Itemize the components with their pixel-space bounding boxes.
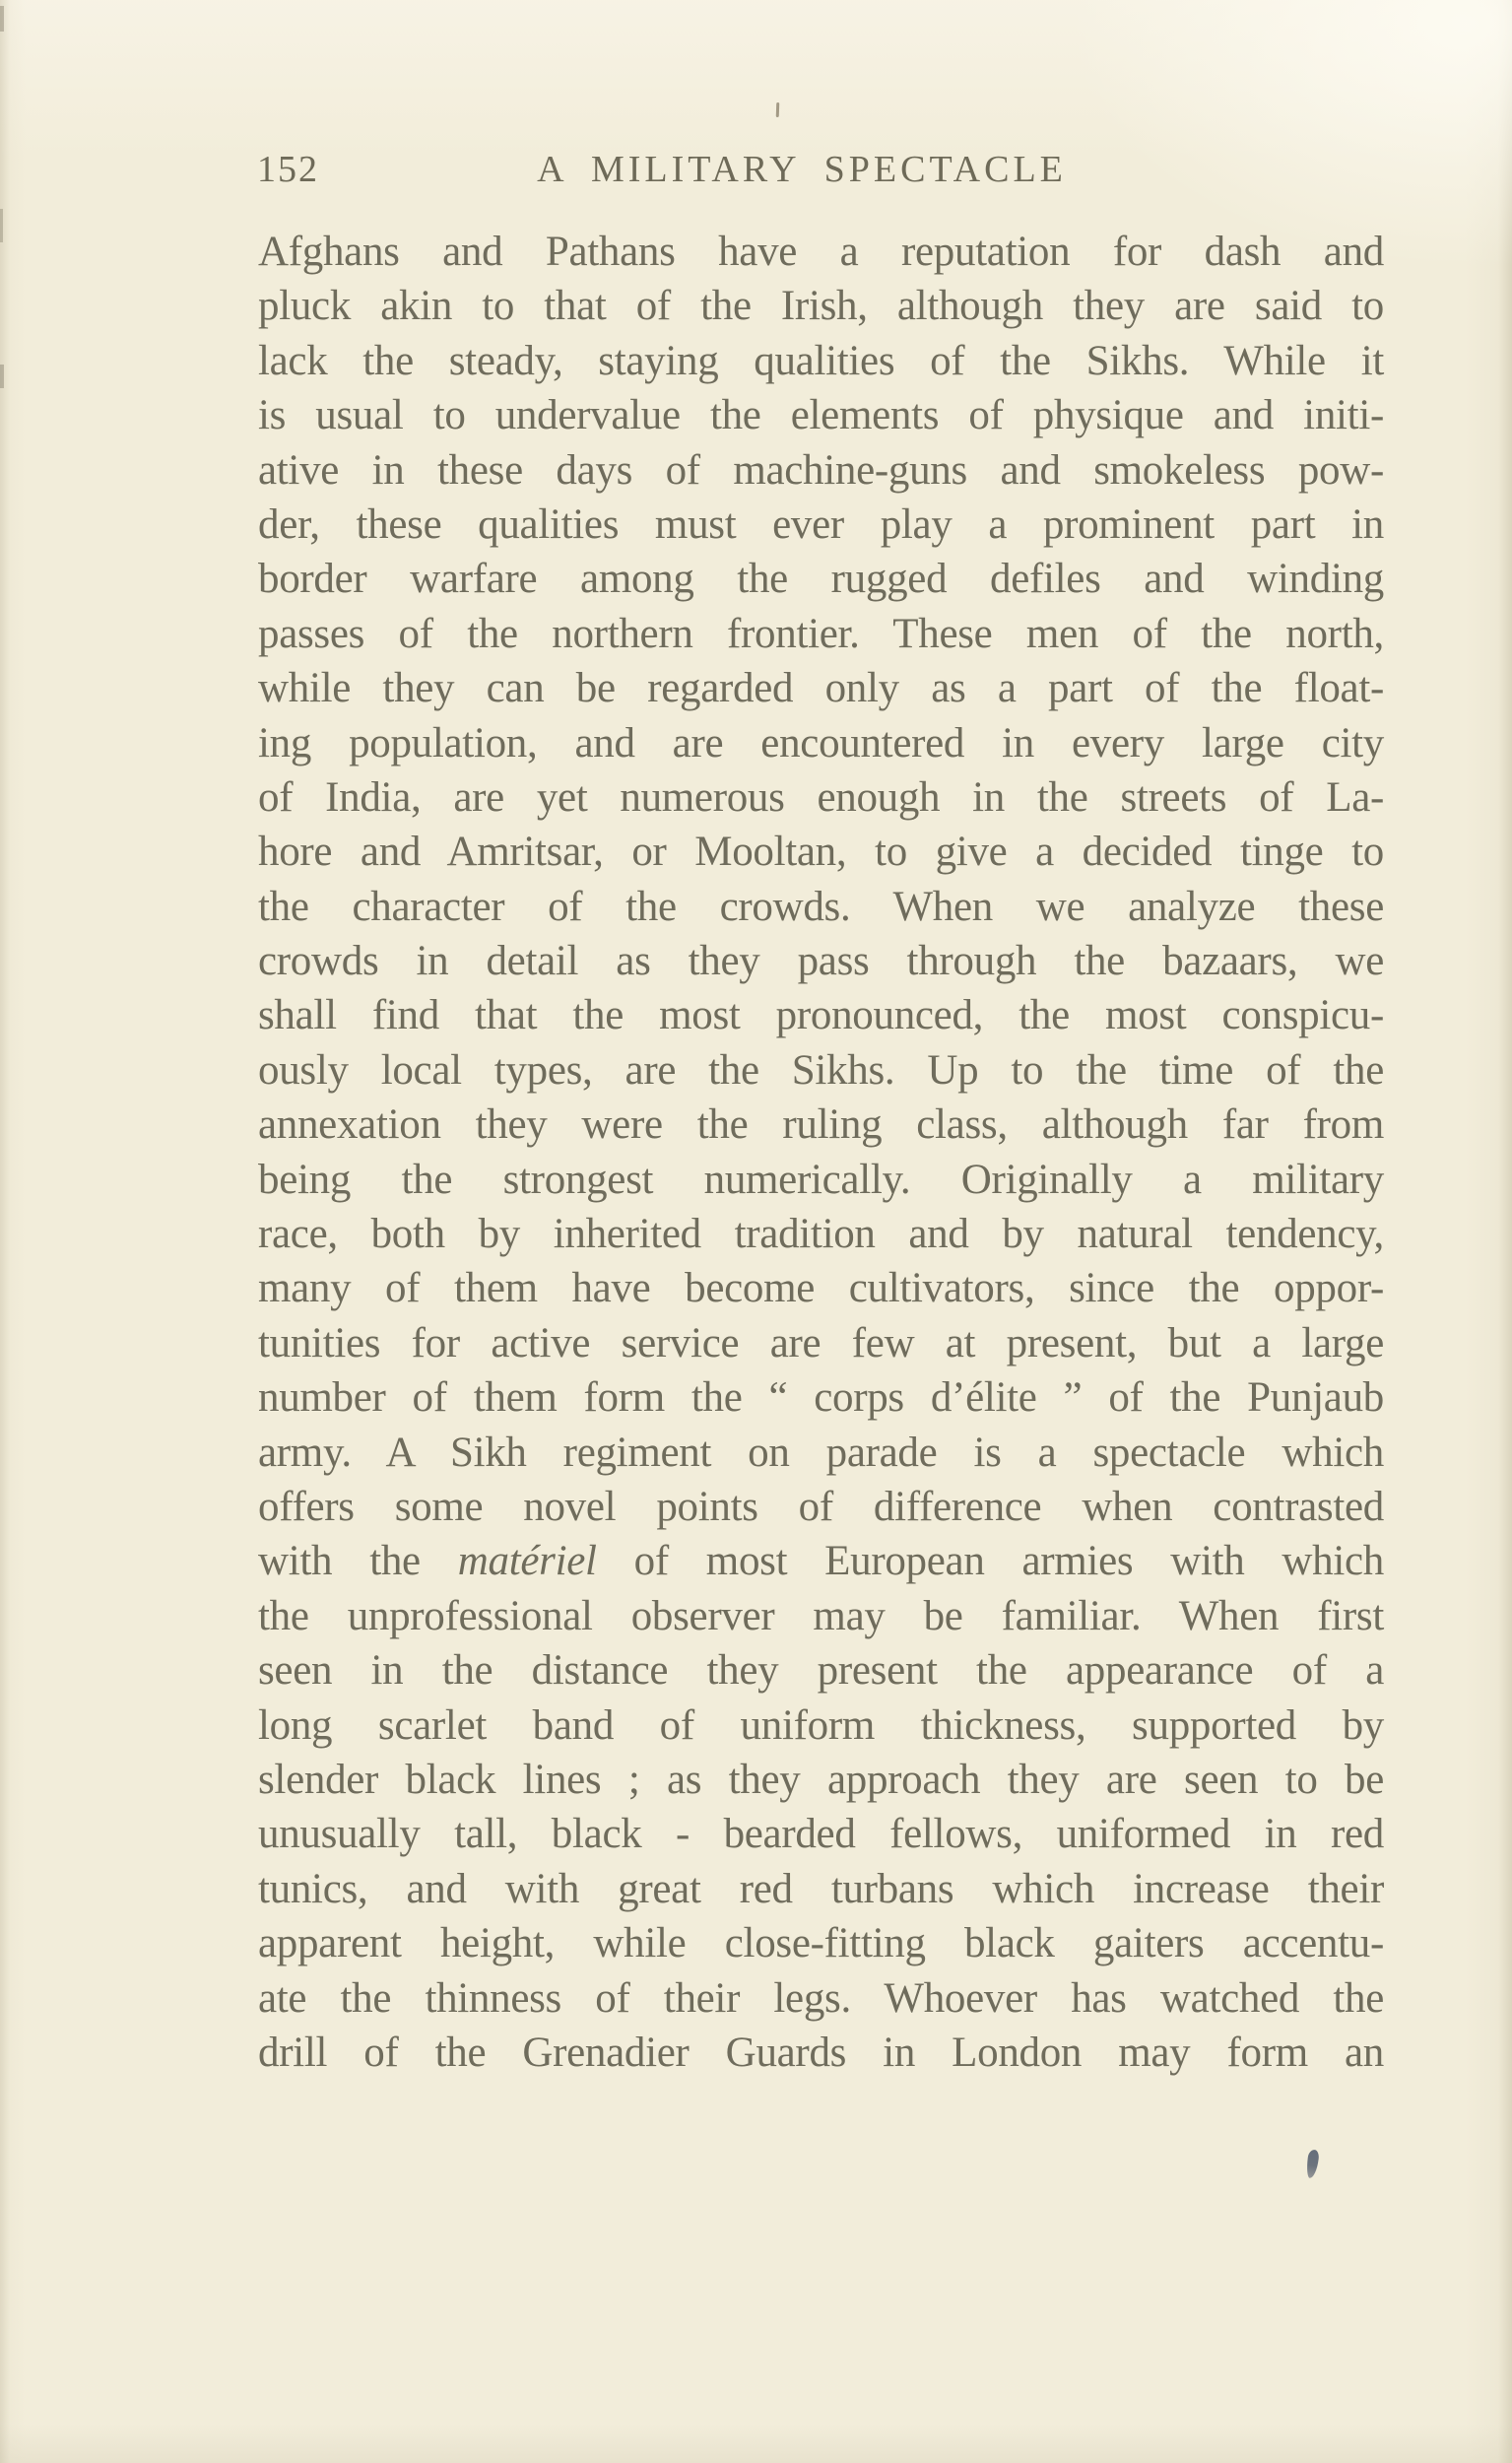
text-line: offers some novel points of difference when contrasted: [258, 1483, 1384, 1530]
text-line: crowds in detail as they pass through the bazaars, we: [258, 938, 1384, 985]
text-line: lack the steady, staying qualities of the Sikhs. While it: [258, 337, 1384, 384]
text-line: slender black lines ; as they approach they are seen to be: [258, 1756, 1384, 1803]
text-line: with the matériel of most European armies with which: [258, 1538, 1385, 1585]
text-line: tunities for active service are few at present, but a large: [258, 1319, 1384, 1366]
text-line: unusually tall, black - bearded fellows, uniformed in red: [258, 1811, 1384, 1858]
text-line: Afghans and Pathans have a reputation for dash and: [258, 229, 1384, 275]
text-line: der, these qualities must ever play a prominent part in: [258, 500, 1384, 548]
text-line: the unprofessional observer may be familiar. When first: [258, 1592, 1384, 1639]
text-line: border warfare among the rugged defiles and winding: [258, 556, 1384, 603]
running-head-title: A MILITARY SPECTACLE: [537, 149, 1067, 190]
text-line: ative in these days of machine-guns and smokeless pow-: [258, 446, 1384, 494]
ink-smudge: [1305, 2149, 1319, 2178]
text-line: drill of the Grenadier Guards in London may form an: [258, 2029, 1384, 2076]
text-line: many of them have become cultivators, since the oppor-: [258, 1265, 1384, 1312]
text-line: apparent height, while close-fitting black gaiters accentu-: [258, 1920, 1384, 1967]
text-line: race, both by inherited tradition and by natural tendency,: [258, 1211, 1384, 1258]
text-line: being the strongest numerically. Originally a military: [258, 1156, 1384, 1203]
text-line: of India, are yet numerous enough in the streets of La-: [258, 773, 1384, 821]
text-line: is usual to undervalue the elements of physique and initi-: [258, 392, 1384, 439]
text-line: shall find that the most pronounced, the most conspicu-: [258, 992, 1384, 1039]
body-text: [258, 225, 1384, 2080]
page-number: 152: [257, 149, 319, 190]
text-line: hore and Amritsar, or Mooltan, to give a decided tinge to: [258, 829, 1384, 876]
text-line: passes of the northern frontier. These men of the north,: [258, 610, 1384, 657]
edge-speck: [0, 6, 4, 32]
text-line: long scarlet band of uniform thickness, supported by: [258, 1701, 1384, 1749]
text-line: ing population, and are encountered in every large city: [258, 719, 1384, 766]
text-line: tunics, and with great red turbans which increase their: [258, 1865, 1384, 1912]
text-line: pluck akin to that of the Irish, although they are said to: [258, 283, 1384, 330]
text-line: ate the thinness of their legs. Whoever has watched the: [258, 1974, 1384, 2022]
text-line: number of them form the “ corps d’élite ” of the Punjaub: [258, 1374, 1384, 1422]
page-header: [0, 148, 1512, 195]
text-line: the character of the crowds. When we analyze these: [258, 883, 1384, 930]
text-line: annexation they were the ruling class, although far from: [258, 1101, 1384, 1149]
text-line: army. A Sikh regiment on parade is a spectacle which: [258, 1429, 1384, 1476]
text-line: ously local types, are the Sikhs. Up to the time of the: [258, 1046, 1384, 1094]
scratch-mark: [776, 102, 780, 117]
text-line: while they can be regarded only as a part of the float-: [258, 665, 1384, 712]
edge-speck: [0, 365, 4, 388]
text-line: seen in the distance they present the appearance of a: [258, 1647, 1384, 1695]
edge-speck: [0, 209, 3, 242]
